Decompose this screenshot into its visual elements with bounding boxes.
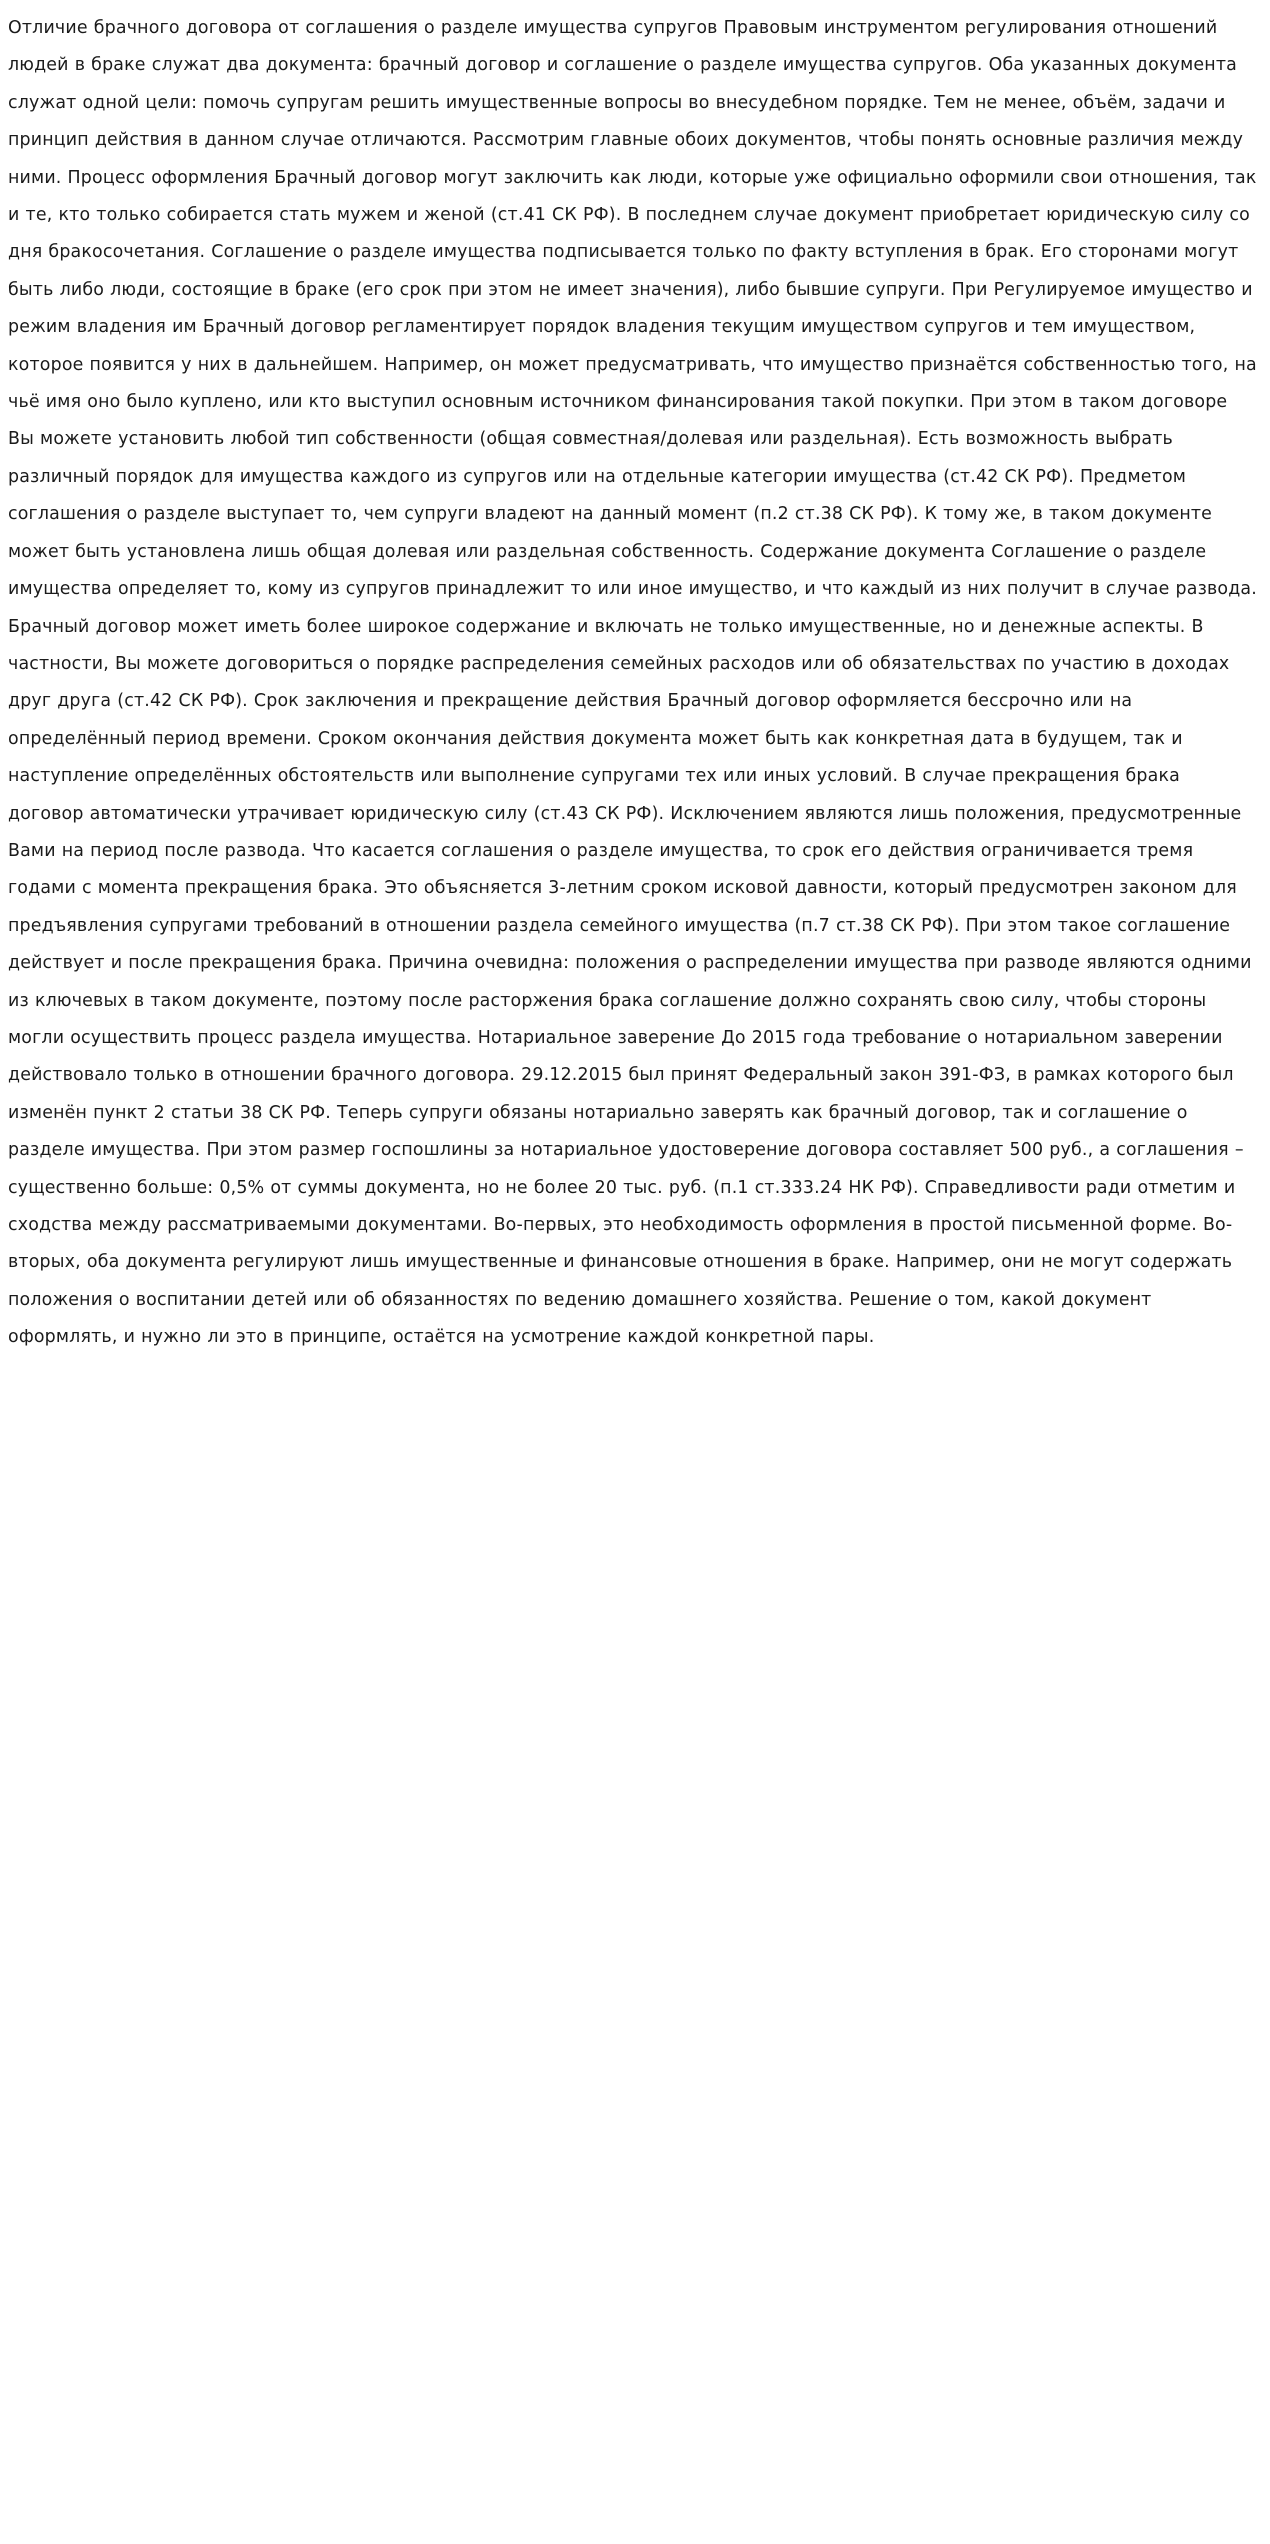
article-body bbox=[8, 10, 1258, 1357]
article-paragraph: Отличие брачного договора от соглашения о разделе имущества супругов Правовым инструментом регулирования отношений людей в браке служат два документа: брачный договор и соглашение о разделе имущества супругов. Оба указанных документа служат одной цели: помочь супругам решить имущественные вопросы во внесудебном порядке. Тем не менее, объём, задачи и принцип действия в данном случае отличаются. Рассмотрим главные обоих документов, чтобы понять основные различия между ними. Процесс оформления Брачный договор могут заключить как люди, которые уже официально оформили свои отношения, так и те, кто только собирается стать мужем и женой (ст.41 СК РФ). В последнем случае документ приобретает юридическую силу со дня бракосочетания. Соглашение о разделе имущества подписывается только по факту вступления в брак. Его сторонами могут быть либо люди, состоящие в браке (его срок при этом не имеет значения), либо бывшие супруги. При Регулируемое имущество и режим владения им Брачный договор регламентирует порядок владения текущим имуществом супругов и тем имуществом, которое появится у них в дальнейшем. Например, он может предусматривать, что имущество признаётся собственностью того, на чьё имя оно было куплено, или кто выступил основным источником финансирования такой покупки. При этом в таком договоре Вы можете установить любой тип собственности (общая совместная/долевая или раздельная). Есть возможность выбрать различный порядок для имущества каждого из супругов или на отдельные категории имущества (ст.42 СК РФ). Предметом соглашения о разделе выступает то, чем супруги владеют на данный момент (п.2 ст.38 СК РФ). К тому же, в таком документе может быть установлена лишь общая долевая или раздельная собственность. Содержание документа Соглашение о разделе имущества определяет то, кому из супругов принадлежит то или иное имущество, и что каждый из них получит в случае развода. Брачный договор может иметь более широкое содержание и включать не только имущественные, но и денежные аспекты. В частности, Вы можете договориться о порядке распределения семейных расходов или об обязательствах по участию в доходах друг друга (ст.42 СК РФ). Срок заключения и прекращение действия Брачный договор оформляется бессрочно или на определённый период времени. Сроком окончания действия документа может быть как конкретная дата в будущем, так и наступление определённых обстоятельств или выполнение супругами тех или иных условий. В случае прекращения брака договор автоматически утрачивает юридическую силу (ст.43 СК РФ). Исключением являются лишь положения, предусмотренные Вами на период после развода. Что касается соглашения о разделе имущества, то срок его действия ограничивается тремя годами с момента прекращения брака. Это объясняется 3-летним сроком исковой давности, который предусмотрен законом для предъявления супругами требований в отношении раздела семейного имущества (п.7 ст.38 СК РФ). При этом такое соглашение действует и после прекращения брака. Причина очевидна: положения о распределении имущества при разводе являются одними из ключевых в таком документе, поэтому после расторжения брака соглашение должно сохранять свою силу, чтобы стороны могли осуществить процесс раздела имущества. Нотариальное заверение До 2015 года требование о нотариальном заверении действовало только в отношении брачного договора. 29.12.2015 был принят Федеральный закон 391-ФЗ, в рамках которого был изменён пункт 2 статьи 38 СК РФ. Теперь супруги обязаны нотариально заверять как брачный договор, так и соглашение о разделе имущества. При этом размер госпошлины за нотариальное удостоверение договора составляет 500 руб., а соглашения – существенно больше: 0,5% от суммы документа, но не более 20 тыс. руб. (п.1 ст.333.24 НК РФ). Справедливости ради отметим и сходства между рассматриваемыми документами. Во-первых, это необходимость оформления в простой письменной форме. Во-вторых, оба документа регулируют лишь имущественные и финансовые отношения в браке. Например, они не могут содержать положения о воспитании детей или об обязанностях по ведению домашнего хозяйства. Решение о том, какой документ оформлять, и нужно ли это в принципе, остаётся на усмотрение каждой конкретной пары. bbox=[8, 18, 1257, 1348]
